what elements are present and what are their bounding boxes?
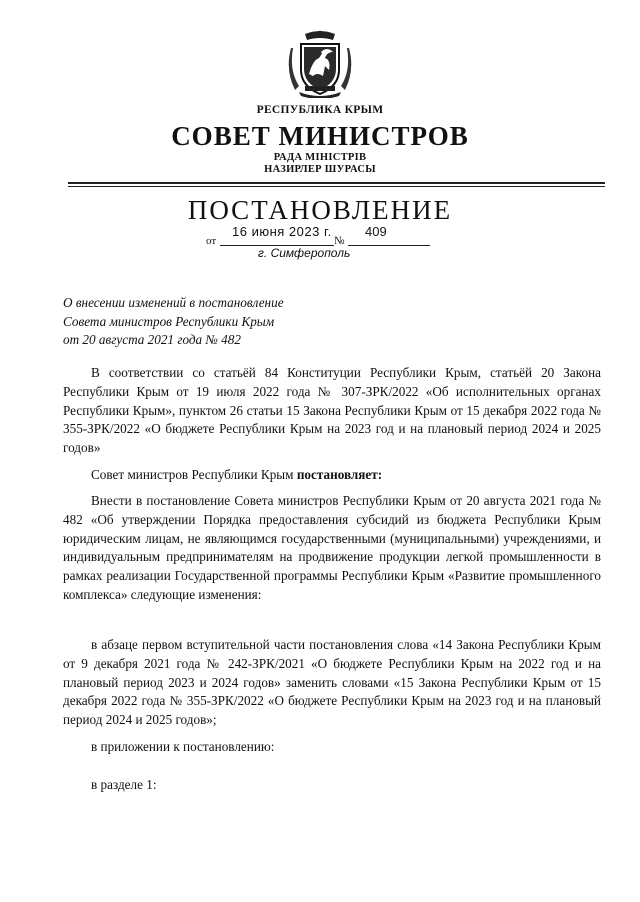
paragraph-text: в абзаце первом вступительной части постановления слова «14 Закона Республики Крым от 9 декабря 2021 года № 242-ЗРК/2021 «О бюджете Республики Крым на 2022 год и на плановый период 2023 и 2024 годов» заменить словами «15 Закона Республики Крым от 15 декабря 2022 года № 355-ЗРК/2022 «О бюджете Республики Крым на 2023 год и на плановый период 2024 и 2025 годов»; — [63, 637, 601, 728]
decree-city: г. Симферополь — [258, 246, 351, 260]
paragraph-text: в разделе 1: — [91, 777, 157, 792]
resolves-keyword: постановляет: — [296, 467, 383, 482]
paragraph-text: в приложении к постановлению: — [91, 739, 275, 754]
paragraph-text: Внести в постановление Совета министров Республики Крым от 20 августа 2021 года № 482 «Об утверждении Порядка предоставления субсидий из бюджета Республики Крым юридическим лицам, не являющимся государственными (муниципальными) учреждениями, и индивидуальным предпринимателям на продвижение продукции легкой промышленности в рамках реализации Государственной программы Республики Крым «Развитие промышленного комплекса» следующие изменения: — [63, 493, 601, 602]
resolution-paragraph — [63, 466, 601, 485]
amendment-paragraph — [63, 492, 601, 605]
council-title-crimean-tatar: НАЗИРЛЕР ШУРАСЫ — [264, 164, 376, 175]
header-divider-thin — [68, 186, 605, 187]
decree-number: 409 — [365, 224, 387, 239]
appendix-paragraph — [63, 738, 601, 757]
date-label: от — [206, 235, 217, 247]
decree-title: ПОСТАНОВЛЕНИЕ — [187, 195, 453, 225]
preamble-paragraph — [63, 364, 601, 458]
paragraph-text: Совет министров Республики Крым — [91, 467, 297, 482]
council-title: СОВЕТ МИНИСТРОВ — [171, 121, 469, 151]
number-underline — [348, 245, 430, 246]
republic-name: РЕСПУБЛИКА КРЫМ — [256, 104, 384, 116]
section-paragraph — [63, 776, 601, 795]
subject-line: О внесении изменений в постановление — [63, 295, 284, 310]
council-title-ukrainian: РАДА МІНІСТРІВ — [273, 152, 367, 163]
decree-subject — [63, 294, 284, 350]
paragraph-text: В соответствии со статьёй 84 Конституции Республики Крым, статьёй 20 Закона Республики Крым от 19 июля 2022 года № 307-ЗРК/2022 «Об исполнительных органах Республики Крым», пунктом 26 статьи 15 Закона Республики Крым от 15 декабря 2022 года № 355-ЗРК/2022 «О бюджете Республики Крым на 2023 год и на плановый период 2024 и 2025 годов» — [63, 365, 601, 456]
amendment-item-paragraph — [63, 636, 601, 730]
subject-line: Совета министров Республики Крым — [63, 313, 275, 329]
number-label: № — [334, 235, 345, 247]
header-divider — [68, 182, 605, 184]
subject-line: от 20 августа 2021 года № 482 — [63, 332, 241, 347]
crimea-coat-of-arms-icon — [287, 30, 353, 98]
decree-date: 16 июня 2023 г. — [232, 224, 332, 239]
